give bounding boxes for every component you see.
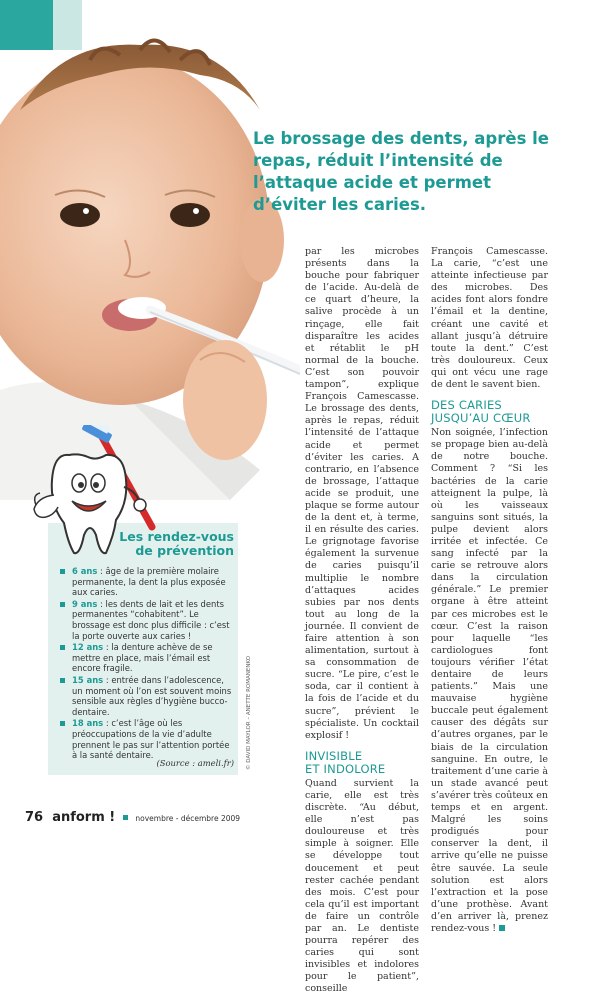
item-text: : c’est l’âge où les préoccupations de la vie d’adulte prennent le pas sur l’attention portée à la santé dentaire. [72,718,230,761]
article-paragraph: par les microbes présents dans la bouche pour fabriquer de l’acide. Au-delà de ce quart d’heure, la salive procède à un rinçage, elle fait disparaître les acides et rétablit le pH normal de la bouche. C’est son pouvoir tampon”, explique François Camescasse. Le brossage des dents, après le repas, réduit l’intensité de l’attaque acide et permet d’éviter les caries. A contrario, en l’absence de brossage, l’attaque acide se produit, une plaque se forme autour de la dent et, à terme, il en résulte des caries. Le grignotage favorise également la survenue de caries puisqu’il multiplie le nombre d’attaques acides subies par nos dents tout au long de la journée. Il convient de faire attention à son alimentation, surtout à sa consommation de sucre. “Le pire, c’est le soda, car il contient à la fois de l’acide et du sucre”, prévient le spécialiste. Un cocktail explosif ! [305,246,419,741]
bullet-square-icon [60,645,65,650]
item-age: 18 ans [72,718,104,729]
item-age: 15 ans [72,674,104,685]
list-item [60,599,234,641]
item-text: : âge de la première molaire permanente, la dent la plus exposée aux caries. [72,566,226,598]
bullet-square-icon [60,678,65,683]
item-age: 12 ans [72,642,104,653]
page-footer [25,806,240,825]
bullet-square-icon [60,569,65,574]
bullet-square-icon [60,721,65,726]
headline: Le brossage des dents, après le repas, réduit l’intensité de l’attaque acide et permet d’éviter les caries. [253,129,549,214]
list-item [60,675,234,717]
subhead-line: DES CARIES [431,398,502,413]
list-item [60,718,234,760]
article-paragraph [431,427,548,935]
list-item [60,642,234,674]
item-age: 9 ans [72,598,98,609]
article-column-2 [305,246,419,996]
article-paragraph: Quand survient la carie, elle est très discrète. “Au début, elle n’est pas douloureuse et très simple à soigner. Elle se développe tout doucement et peut rester cachée pendant des mois. C’est pour cela qu’il est important de faire un contrôle par an. Le dentiste pourra repérer des caries qui sont invisibles et indolores pour le patient”, conseille [305,777,419,995]
article-column-3 [431,246,548,935]
item-text: : les dents de lait et les dents permanentes “cohabitent”. Le brossage est donc plus difficile : c’est la porte ouverte aux caries ! [72,598,230,641]
article-paragraph-text: Non soignée, l’infection se propage bien au-delà de notre bouche. Comment ? “Si les bactéries de la carie atteignent la pulpe, là où les vaisseaux sanguins sont situés, la pulpe devient alors irritée et infectée. Ce sang infecté par la carie se retrouve alors dans la circulation générale.” Le premier organe à être atteint par ces microbes est le cœur. C’est la raison pour laquelle “les cardiologues font toujours vérifier l’état dentaire de leurs patients.” Mais une mauvaise hygiène buccale peut également causer des dégâts sur d’autres organes, par le biais de la circulation sanguine. En outre, le traitement d’une carie à un stade avancé peut s’avérer très coûteux en temps et en argent. Malgré les soins prodigués pour conserver la dent, il arrive qu’elle ne puisse être sauvée. La seule solution est alors l’extraction et la pose d’une prothèse. Avant d’en arriver là, prenez rendez-vous ! [431,427,548,934]
list-item [60,566,234,598]
item-text: : la denture achève de se mettre en place, mais l’émail est encore fragile. [72,642,213,674]
issue-date: novembre - décembre 2009 [135,814,241,823]
box-source: (Source : ameli.fr) [156,758,234,768]
photo-credit: © DAVID MAYLOR – ANETTE ROMANENKO [246,655,252,770]
subhead-line: INVISIBLE [305,748,363,763]
subhead-invisible [305,750,419,776]
end-mark-icon [499,925,505,931]
prevention-list [60,566,234,762]
item-age: 6 ans [72,566,98,576]
magazine-name: anform ! [52,810,116,825]
footer-square-icon [123,815,128,820]
article-paragraph: François Camescasse. La carie, “c’est une atteinte infectieuse par des microbes. Des acides font alors fondre l’émail et la dentine, créant une cavité et allant jusqu’à détruire toute la dent.” C’est très douloureux. Ceux qui ont vécu une rage de dent le savent bien. [431,246,548,391]
subhead-caries [431,399,548,425]
subhead-line: ET INDOLORE [305,761,386,776]
bullet-square-icon [60,602,65,607]
box-title-line: de prévention [135,543,234,558]
box-title-line: Les rendez-vous [119,529,234,544]
tooth-mascot-icon [24,425,164,560]
page-number: 76 [25,810,44,825]
subhead-line: JUSQU’AU CŒUR [431,411,531,426]
item-text: : entrée dans l’adolescence, un moment où l’on est souvent moins sensible aux règles d’hygiène bucco-dentaire. [72,674,232,717]
